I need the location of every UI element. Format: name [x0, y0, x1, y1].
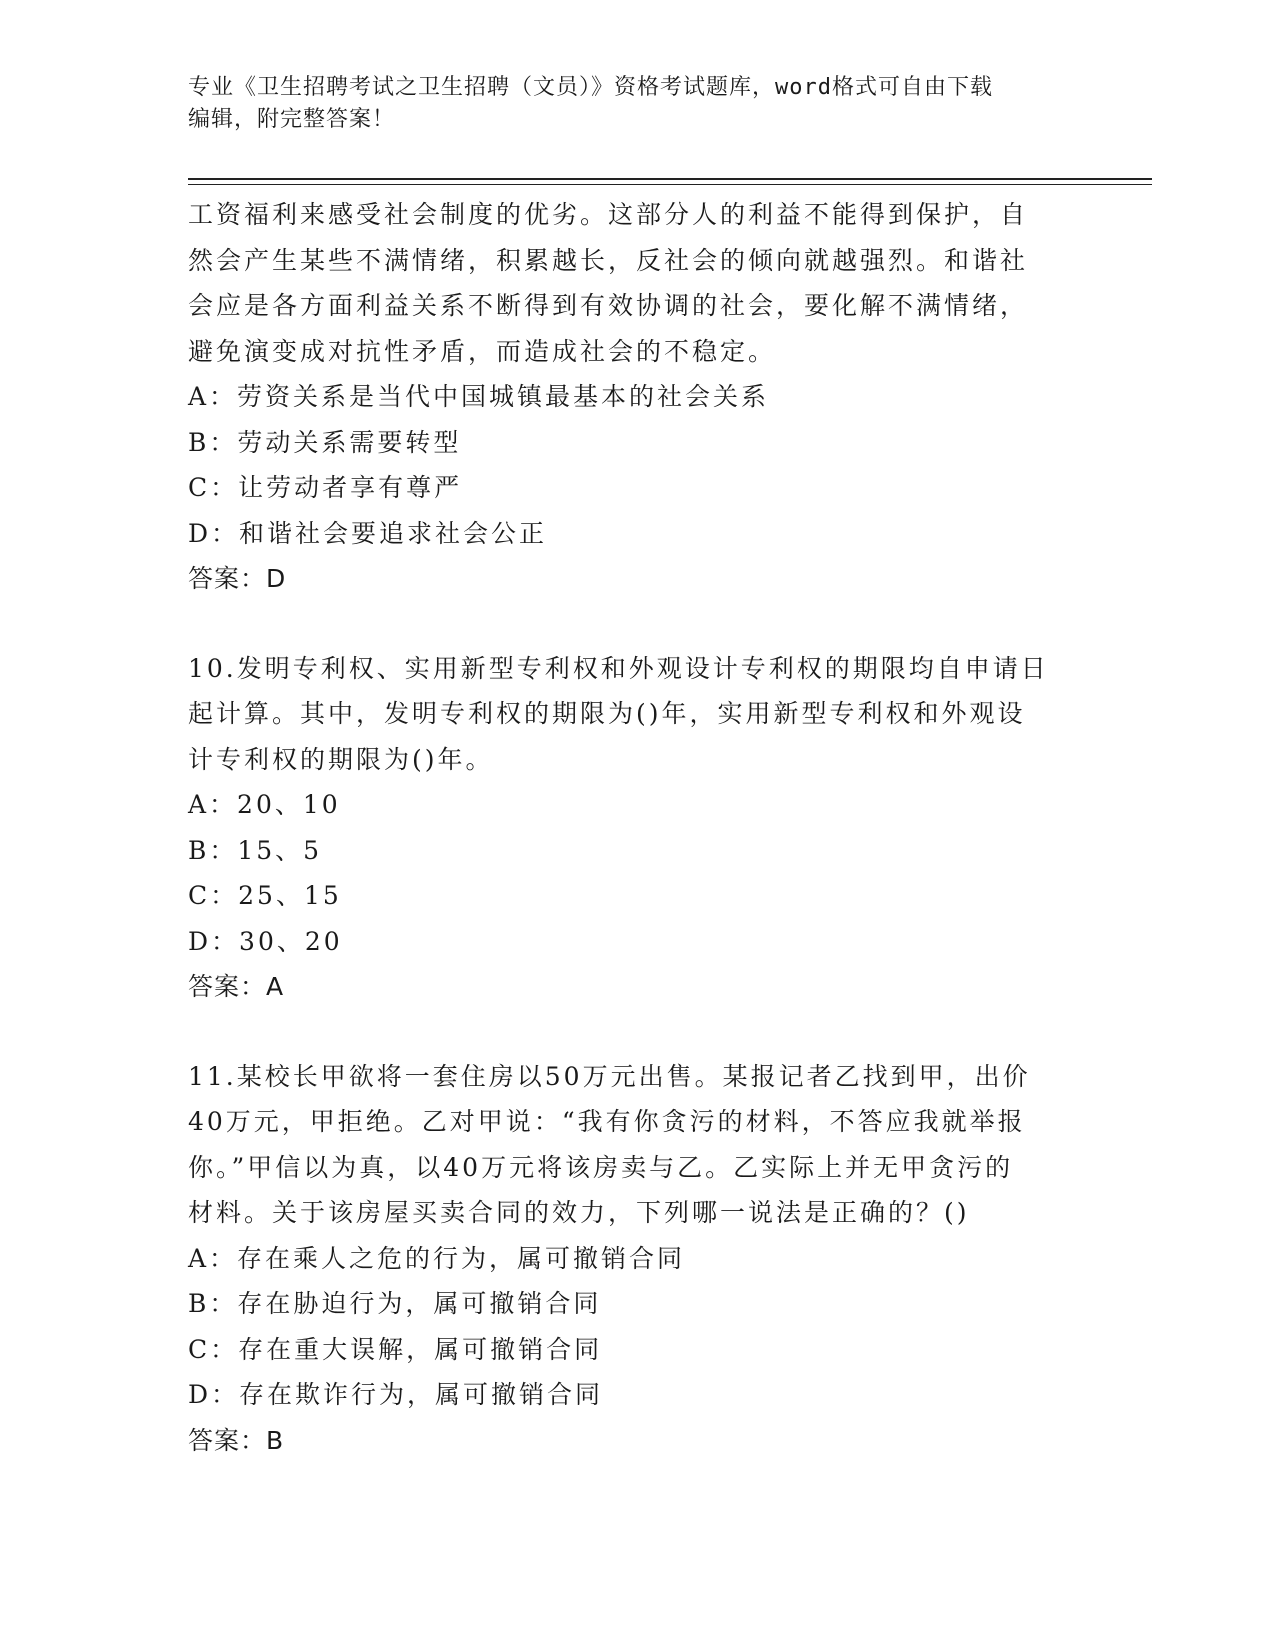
option-b: B：存在胁迫行为，属可撤销合同	[188, 1289, 602, 1318]
option-b: B：15、5	[188, 835, 323, 865]
question-10	[188, 646, 1088, 1010]
question-stem-line: 然会产生某些不满情绪，积累越长，反社会的倾向就越强烈。和谐社	[188, 245, 1029, 275]
option-c: C：让劳动者享有尊严	[188, 473, 463, 502]
answer-line: 答案：A	[188, 972, 285, 1001]
header-line-2: 编辑，附完整答案！	[188, 107, 396, 132]
question-11	[188, 1054, 1088, 1464]
header-rule-thin	[188, 184, 1152, 185]
question-9	[188, 192, 1088, 602]
option-a: A：20、10	[188, 790, 341, 819]
document-body	[188, 192, 1088, 1463]
option-a: A：存在乘人之危的行为，属可撤销合同	[188, 1243, 686, 1273]
answer-line: 答案：D	[188, 564, 287, 593]
question-spacer	[188, 602, 1088, 646]
option-a: A：劳资关系是当代中国城镇最基本的社会关系	[188, 382, 770, 411]
document-header	[188, 72, 1068, 136]
header-line-1: 专业《卫生招聘考试之卫生招聘（文员）》资格考试题库，word格式可自由下载	[188, 75, 993, 100]
question-stem-line: 避免演变成对抗性矛盾，而造成社会的不稳定。	[188, 336, 777, 366]
option-d: D：和谐社会要追求社会公正	[188, 518, 548, 548]
question-stem-line: 起计算。其中，发明专利权的期限为()年，实用新型专利权和外观设	[188, 699, 1026, 728]
question-stem-line: 11.某校长甲欲将一套住房以50万元出售。某报记者乙找到甲，出价	[188, 1061, 1031, 1091]
answer-line: 答案：B	[188, 1425, 285, 1455]
option-d: D：30、20	[188, 926, 343, 956]
header-rule-thick	[188, 178, 1152, 180]
question-stem-line: 计专利权的期限为()年。	[188, 744, 494, 774]
option-d: D：存在欺诈行为，属可撤销合同	[188, 1380, 604, 1409]
option-c: C：25、15	[188, 881, 342, 910]
question-stem-line: 工资福利来感受社会制度的优劣。这部分人的利益不能得到保护，自	[188, 200, 1029, 229]
question-stem-line: 会应是各方面利益关系不断得到有效协调的社会，要化解不满情绪，	[188, 291, 1029, 320]
question-spacer	[188, 1010, 1088, 1054]
question-stem-line: 40万元，甲拒绝。乙对甲说：“我有你贪污的材料，不答应我就举报	[188, 1107, 1026, 1136]
option-c: C：存在重大误解，属可撤销合同	[188, 1334, 603, 1364]
option-b: B：劳动关系需要转型	[188, 427, 462, 457]
question-stem-line: 材料。关于该房屋买卖合同的效力，下列哪一说法是正确的？()	[188, 1198, 970, 1227]
question-stem-line: 你。”甲信以为真，以40万元将该房卖与乙。乙实际上并无甲贪污的	[188, 1152, 1014, 1182]
question-stem-line: 10.发明专利权、实用新型专利权和外观设计专利权的期限均自申请日	[188, 653, 1049, 683]
